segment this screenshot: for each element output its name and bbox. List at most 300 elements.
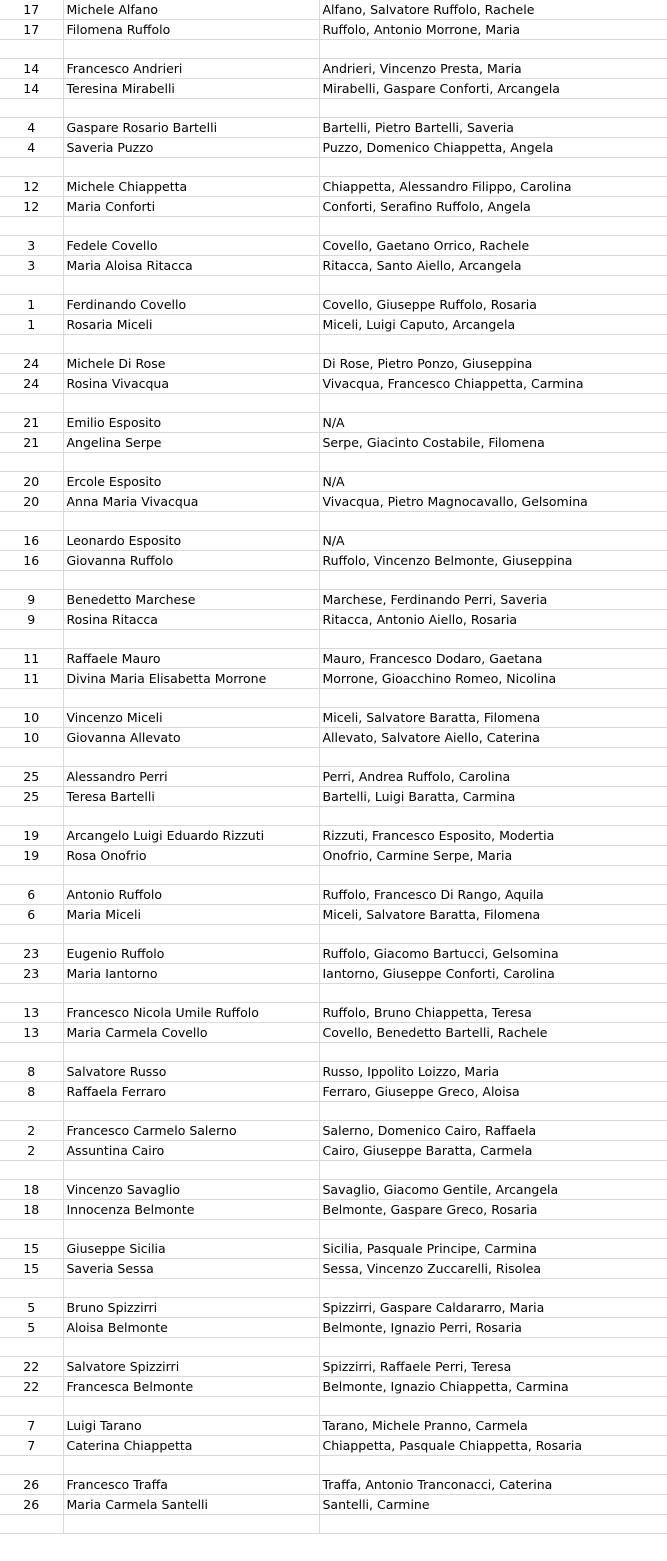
cell-parents[interactable]	[319, 1515, 667, 1534]
cell-number[interactable]	[0, 99, 63, 118]
spacer-row	[0, 1279, 667, 1298]
cell-parents[interactable]: Rizzuti, Francesco Esposito, Modertia	[319, 826, 667, 846]
cell-number[interactable]	[0, 1397, 63, 1416]
cell-name[interactable]: Maria Iantorno	[63, 964, 319, 984]
cell-parents[interactable]: Sessa, Vincenzo Zuccarelli, Risolea	[319, 1259, 667, 1279]
table-row	[0, 59, 667, 79]
cell-name[interactable]: Francesca Belmonte	[63, 1377, 319, 1397]
cell-parents[interactable]: N/A	[319, 531, 667, 551]
cell-name[interactable]: Maria Miceli	[63, 905, 319, 925]
cell-parents[interactable]: Mirabelli, Gaspare Conforti, Arcangela	[319, 79, 667, 99]
cell-name[interactable]: Angelina Serpe	[63, 433, 319, 453]
cell-name[interactable]	[63, 748, 319, 767]
table-row	[0, 767, 667, 787]
cell-parents[interactable]	[319, 394, 667, 413]
cell-number[interactable]	[0, 689, 63, 708]
cell-parents[interactable]	[319, 158, 667, 177]
cell-number[interactable]: 10	[0, 708, 63, 728]
cell-number[interactable]: 5	[0, 1318, 63, 1338]
cell-number[interactable]: 11	[0, 669, 63, 689]
cell-number[interactable]: 6	[0, 885, 63, 905]
cell-name[interactable]	[63, 335, 319, 354]
table-row	[0, 197, 667, 217]
cell-parents[interactable]: Conforti, Serafino Ruffolo, Angela	[319, 197, 667, 217]
cell-name[interactable]: Francesco Carmelo Salerno	[63, 1121, 319, 1141]
cell-parents[interactable]: Ritacca, Antonio Aiello, Rosaria	[319, 610, 667, 630]
cell-number[interactable]	[0, 1161, 63, 1180]
cell-parents[interactable]: Bartelli, Pietro Bartelli, Saveria	[319, 118, 667, 138]
cell-number[interactable]: 2	[0, 1121, 63, 1141]
cell-parents[interactable]: Di Rose, Pietro Ponzo, Giuseppina	[319, 354, 667, 374]
cell-number[interactable]: 3	[0, 256, 63, 276]
cell-number[interactable]	[0, 807, 63, 826]
spacer-row	[0, 1397, 667, 1416]
cell-name[interactable]	[63, 512, 319, 531]
cell-number[interactable]: 25	[0, 767, 63, 787]
cell-parents[interactable]	[319, 1220, 667, 1239]
cell-number[interactable]: 22	[0, 1377, 63, 1397]
cell-name[interactable]: Emilio Esposito	[63, 413, 319, 433]
cell-number[interactable]: 12	[0, 197, 63, 217]
cell-name[interactable]	[63, 1102, 319, 1121]
cell-number[interactable]: 23	[0, 964, 63, 984]
cell-parents[interactable]	[319, 689, 667, 708]
cell-name[interactable]: Francesco Traffa	[63, 1475, 319, 1495]
spacer-row	[0, 1161, 667, 1180]
cell-name[interactable]	[63, 689, 319, 708]
table-row	[0, 0, 667, 20]
cell-parents[interactable]: Ruffolo, Bruno Chiappetta, Teresa	[319, 1003, 667, 1023]
cell-number[interactable]	[0, 394, 63, 413]
cell-name[interactable]: Maria Conforti	[63, 197, 319, 217]
cell-parents[interactable]	[319, 1043, 667, 1062]
table-row	[0, 551, 667, 571]
table-row	[0, 1141, 667, 1161]
cell-number[interactable]: 6	[0, 905, 63, 925]
cell-parents[interactable]	[319, 1279, 667, 1298]
cell-name[interactable]: Francesco Nicola Umile Ruffolo	[63, 1003, 319, 1023]
cell-number[interactable]: 3	[0, 236, 63, 256]
cell-number[interactable]	[0, 1102, 63, 1121]
cell-name[interactable]	[63, 1043, 319, 1062]
cell-parents[interactable]	[319, 866, 667, 885]
cell-number[interactable]	[0, 1338, 63, 1357]
table-row	[0, 787, 667, 807]
spacer-row	[0, 217, 667, 236]
cell-number[interactable]: 25	[0, 787, 63, 807]
cell-name[interactable]: Gaspare Rosario Bartelli	[63, 118, 319, 138]
cell-parents[interactable]: Ritacca, Santo Aiello, Arcangela	[319, 256, 667, 276]
cell-name[interactable]	[63, 217, 319, 236]
table-row	[0, 1357, 667, 1377]
cell-parents[interactable]	[319, 335, 667, 354]
cell-name[interactable]: Benedetto Marchese	[63, 590, 319, 610]
cell-number[interactable]: 22	[0, 1357, 63, 1377]
cell-parents[interactable]	[319, 99, 667, 118]
cell-number[interactable]	[0, 984, 63, 1003]
cell-parents[interactable]: Miceli, Salvatore Baratta, Filomena	[319, 708, 667, 728]
table-row	[0, 669, 667, 689]
table-row	[0, 20, 667, 40]
cell-number[interactable]	[0, 1279, 63, 1298]
cell-parents[interactable]: Covello, Benedetto Bartelli, Rachele	[319, 1023, 667, 1043]
cell-number[interactable]: 7	[0, 1436, 63, 1456]
cell-parents[interactable]: Sicilia, Pasquale Principe, Carmina	[319, 1239, 667, 1259]
cell-number[interactable]	[0, 158, 63, 177]
cell-number[interactable]: 14	[0, 79, 63, 99]
spacer-row	[0, 335, 667, 354]
cell-number[interactable]: 1	[0, 315, 63, 335]
cell-name[interactable]: Leonardo Esposito	[63, 531, 319, 551]
table-row	[0, 1377, 667, 1397]
cell-parents[interactable]: Miceli, Luigi Caputo, Arcangela	[319, 315, 667, 335]
cell-name[interactable]	[63, 1515, 319, 1534]
cell-name[interactable]	[63, 984, 319, 1003]
spacer-row	[0, 866, 667, 885]
cell-name[interactable]	[63, 453, 319, 472]
cell-parents[interactable]: Traffa, Antonio Tranconacci, Caterina	[319, 1475, 667, 1495]
cell-name[interactable]: Salvatore Russo	[63, 1062, 319, 1082]
cell-name[interactable]	[63, 807, 319, 826]
cell-name[interactable]	[63, 99, 319, 118]
cell-parents[interactable]	[319, 571, 667, 590]
cell-name[interactable]: Assuntina Cairo	[63, 1141, 319, 1161]
cell-number[interactable]: 1	[0, 295, 63, 315]
cell-parents[interactable]: Marchese, Ferdinando Perri, Saveria	[319, 590, 667, 610]
table-row	[0, 492, 667, 512]
cell-name[interactable]	[63, 1279, 319, 1298]
table-row	[0, 79, 667, 99]
cell-parents[interactable]: Savaglio, Giacomo Gentile, Arcangela	[319, 1180, 667, 1200]
cell-parents[interactable]: Serpe, Giacinto Costabile, Filomena	[319, 433, 667, 453]
cell-name[interactable]: Rosa Onofrio	[63, 846, 319, 866]
cell-parents[interactable]: N/A	[319, 413, 667, 433]
cell-parents[interactable]: Belmonte, Gaspare Greco, Rosaria	[319, 1200, 667, 1220]
cell-name[interactable]	[63, 1338, 319, 1357]
cell-name[interactable]: Rosina Ritacca	[63, 610, 319, 630]
spacer-row	[0, 394, 667, 413]
cell-name[interactable]	[63, 1161, 319, 1180]
cell-name[interactable]: Saveria Sessa	[63, 1259, 319, 1279]
spacer-row	[0, 984, 667, 1003]
cell-number[interactable]: 12	[0, 177, 63, 197]
table-row	[0, 1475, 667, 1495]
cell-name[interactable]: Filomena Ruffolo	[63, 20, 319, 40]
cell-number[interactable]: 14	[0, 59, 63, 79]
cell-name[interactable]: Arcangelo Luigi Eduardo Rizzuti	[63, 826, 319, 846]
spacer-row	[0, 1338, 667, 1357]
table-row	[0, 1436, 667, 1456]
cell-number[interactable]: 2	[0, 1141, 63, 1161]
cell-number[interactable]	[0, 276, 63, 295]
cell-number[interactable]: 20	[0, 492, 63, 512]
cell-number[interactable]: 20	[0, 472, 63, 492]
cell-name[interactable]	[63, 1397, 319, 1416]
table-row	[0, 433, 667, 453]
cell-parents[interactable]: Morrone, Gioacchino Romeo, Nicolina	[319, 669, 667, 689]
cell-parents[interactable]: N/A	[319, 472, 667, 492]
table-row	[0, 826, 667, 846]
cell-name[interactable]: Alessandro Perri	[63, 767, 319, 787]
cell-number[interactable]: 19	[0, 826, 63, 846]
cell-parents[interactable]: Santelli, Carmine	[319, 1495, 667, 1515]
table-row	[0, 295, 667, 315]
cell-number[interactable]: 4	[0, 138, 63, 158]
table-row	[0, 1298, 667, 1318]
cell-parents[interactable]	[319, 453, 667, 472]
cell-parents[interactable]	[319, 1338, 667, 1357]
cell-number[interactable]	[0, 217, 63, 236]
cell-number[interactable]: 17	[0, 0, 63, 20]
table-row	[0, 708, 667, 728]
cell-parents[interactable]: Ruffolo, Francesco Di Rango, Aquila	[319, 885, 667, 905]
cell-name[interactable]	[63, 40, 319, 59]
cell-name[interactable]: Giuseppe Sicilia	[63, 1239, 319, 1259]
cell-number[interactable]	[0, 1220, 63, 1239]
cell-name[interactable]	[63, 394, 319, 413]
cell-parents[interactable]: Covello, Giuseppe Ruffolo, Rosaria	[319, 295, 667, 315]
cell-number[interactable]	[0, 866, 63, 885]
cell-name[interactable]: Maria Carmela Covello	[63, 1023, 319, 1043]
spacer-row	[0, 99, 667, 118]
cell-number[interactable]: 8	[0, 1082, 63, 1102]
cell-number[interactable]: 26	[0, 1495, 63, 1515]
spacer-row	[0, 158, 667, 177]
cell-name[interactable]: Bruno Spizzirri	[63, 1298, 319, 1318]
cell-name[interactable]: Raffaele Mauro	[63, 649, 319, 669]
spacer-row	[0, 40, 667, 59]
cell-number[interactable]: 19	[0, 846, 63, 866]
table-row	[0, 413, 667, 433]
cell-name[interactable]: Antonio Ruffolo	[63, 885, 319, 905]
cell-name[interactable]: Aloisa Belmonte	[63, 1318, 319, 1338]
cell-parents[interactable]: Russo, Ippolito Loizzo, Maria	[319, 1062, 667, 1082]
cell-name[interactable]: Teresina Mirabelli	[63, 79, 319, 99]
cell-parents[interactable]: Belmonte, Ignazio Chiappetta, Carmina	[319, 1377, 667, 1397]
cell-parents[interactable]	[319, 1456, 667, 1475]
cell-number[interactable]: 21	[0, 413, 63, 433]
cell-name[interactable]	[63, 630, 319, 649]
cell-parents[interactable]: Alfano, Salvatore Ruffolo, Rachele	[319, 0, 667, 20]
cell-name[interactable]: Raffaela Ferraro	[63, 1082, 319, 1102]
table-row	[0, 472, 667, 492]
cell-number[interactable]: 10	[0, 728, 63, 748]
table-row	[0, 1259, 667, 1279]
cell-number[interactable]: 24	[0, 374, 63, 394]
cell-name[interactable]: Michele Di Rose	[63, 354, 319, 374]
spacer-row	[0, 512, 667, 531]
cell-number[interactable]: 11	[0, 649, 63, 669]
table-row	[0, 1023, 667, 1043]
spacer-row	[0, 453, 667, 472]
cell-name[interactable]	[63, 925, 319, 944]
cell-parents[interactable]: Chiappetta, Pasquale Chiappetta, Rosaria	[319, 1436, 667, 1456]
cell-parents[interactable]	[319, 748, 667, 767]
cell-name[interactable]	[63, 866, 319, 885]
cell-name[interactable]: Innocenza Belmonte	[63, 1200, 319, 1220]
cell-name[interactable]: Francesco Andrieri	[63, 59, 319, 79]
cell-number[interactable]: 9	[0, 610, 63, 630]
cell-parents[interactable]	[319, 512, 667, 531]
cell-name[interactable]: Michele Chiappetta	[63, 177, 319, 197]
table-row	[0, 256, 667, 276]
cell-number[interactable]	[0, 335, 63, 354]
cell-number[interactable]: 24	[0, 354, 63, 374]
spacer-row	[0, 571, 667, 590]
cell-name[interactable]: Maria Aloisa Ritacca	[63, 256, 319, 276]
spacer-row	[0, 276, 667, 295]
cell-parents[interactable]: Andrieri, Vincenzo Presta, Maria	[319, 59, 667, 79]
cell-parents[interactable]: Spizzirri, Gaspare Caldararro, Maria	[319, 1298, 667, 1318]
cell-parents[interactable]	[319, 40, 667, 59]
cell-parents[interactable]: Ruffolo, Giacomo Bartucci, Gelsomina	[319, 944, 667, 964]
cell-number[interactable]	[0, 512, 63, 531]
cell-parents[interactable]: Vivacqua, Pietro Magnocavallo, Gelsomina	[319, 492, 667, 512]
table-row	[0, 1082, 667, 1102]
cell-parents[interactable]	[319, 925, 667, 944]
cell-number[interactable]: 26	[0, 1475, 63, 1495]
cell-parents[interactable]: Puzzo, Domenico Chiappetta, Angela	[319, 138, 667, 158]
table-row	[0, 315, 667, 335]
cell-number[interactable]	[0, 453, 63, 472]
cell-number[interactable]	[0, 40, 63, 59]
cell-name[interactable]	[63, 158, 319, 177]
cell-parents[interactable]: Ruffolo, Antonio Morrone, Maria	[319, 20, 667, 40]
cell-parents[interactable]: Vivacqua, Francesco Chiappetta, Carmina	[319, 374, 667, 394]
cell-name[interactable]: Salvatore Spizzirri	[63, 1357, 319, 1377]
cell-name[interactable]: Rosaria Miceli	[63, 315, 319, 335]
cell-name[interactable]	[63, 571, 319, 590]
cell-parents[interactable]: Salerno, Domenico Cairo, Raffaela	[319, 1121, 667, 1141]
cell-parents[interactable]: Chiappetta, Alessandro Filippo, Carolina	[319, 177, 667, 197]
cell-parents[interactable]: Ferraro, Giuseppe Greco, Aloisa	[319, 1082, 667, 1102]
table-row	[0, 138, 667, 158]
table-row	[0, 944, 667, 964]
table-row	[0, 885, 667, 905]
cell-parents[interactable]	[319, 1161, 667, 1180]
cell-parents[interactable]: Spizzirri, Raffaele Perri, Teresa	[319, 1357, 667, 1377]
cell-parents[interactable]: Miceli, Salvatore Baratta, Filomena	[319, 905, 667, 925]
cell-number[interactable]	[0, 1456, 63, 1475]
cell-number[interactable]: 5	[0, 1298, 63, 1318]
cell-number[interactable]: 18	[0, 1200, 63, 1220]
cell-parents[interactable]: Covello, Gaetano Orrico, Rachele	[319, 236, 667, 256]
cell-name[interactable]: Ercole Esposito	[63, 472, 319, 492]
table-row	[0, 1318, 667, 1338]
cell-name[interactable]	[63, 276, 319, 295]
spacer-row	[0, 630, 667, 649]
cell-parents[interactable]: Tarano, Michele Pranno, Carmela	[319, 1416, 667, 1436]
cell-parents[interactable]	[319, 630, 667, 649]
cell-name[interactable]: Teresa Bartelli	[63, 787, 319, 807]
cell-name[interactable]: Vincenzo Savaglio	[63, 1180, 319, 1200]
cell-name[interactable]	[63, 1220, 319, 1239]
cell-parents[interactable]	[319, 984, 667, 1003]
cell-parents[interactable]: Iantorno, Giuseppe Conforti, Carolina	[319, 964, 667, 984]
cell-number[interactable]	[0, 748, 63, 767]
spacer-row	[0, 1220, 667, 1239]
cell-parents[interactable]: Cairo, Giuseppe Baratta, Carmela	[319, 1141, 667, 1161]
cell-parents[interactable]: Mauro, Francesco Dodaro, Gaetana	[319, 649, 667, 669]
table-row	[0, 1416, 667, 1436]
cell-number[interactable]: 8	[0, 1062, 63, 1082]
cell-number[interactable]: 7	[0, 1416, 63, 1436]
cell-parents[interactable]	[319, 1102, 667, 1121]
cell-name[interactable]: Fedele Covello	[63, 236, 319, 256]
cell-number[interactable]: 15	[0, 1239, 63, 1259]
cell-number[interactable]: 15	[0, 1259, 63, 1279]
cell-parents[interactable]: Onofrio, Carmine Serpe, Maria	[319, 846, 667, 866]
cell-number[interactable]: 21	[0, 433, 63, 453]
cell-name[interactable]: Giovanna Ruffolo	[63, 551, 319, 571]
table-row	[0, 354, 667, 374]
table-row	[0, 531, 667, 551]
cell-number[interactable]: 9	[0, 590, 63, 610]
cell-number[interactable]: 13	[0, 1003, 63, 1023]
cell-name[interactable]: Divina Maria Elisabetta Morrone	[63, 669, 319, 689]
cell-number[interactable]: 16	[0, 531, 63, 551]
cell-parents[interactable]: Perri, Andrea Ruffolo, Carolina	[319, 767, 667, 787]
cell-name[interactable]: Michele Alfano	[63, 0, 319, 20]
cell-parents[interactable]	[319, 1397, 667, 1416]
cell-name[interactable]: Saveria Puzzo	[63, 138, 319, 158]
cell-number[interactable]: 18	[0, 1180, 63, 1200]
table-row	[0, 728, 667, 748]
spacer-row	[0, 1043, 667, 1062]
cell-parents[interactable]: Allevato, Salvatore Aiello, Caterina	[319, 728, 667, 748]
cell-name[interactable]: Eugenio Ruffolo	[63, 944, 319, 964]
table-row	[0, 118, 667, 138]
cell-parents[interactable]	[319, 276, 667, 295]
cell-name[interactable]: Maria Carmela Santelli	[63, 1495, 319, 1515]
cell-name[interactable]: Luigi Tarano	[63, 1416, 319, 1436]
cell-parents[interactable]: Bartelli, Luigi Baratta, Carmina	[319, 787, 667, 807]
cell-name[interactable]: Vincenzo Miceli	[63, 708, 319, 728]
cell-name[interactable]: Ferdinando Covello	[63, 295, 319, 315]
table-row	[0, 649, 667, 669]
cell-number[interactable]: 17	[0, 20, 63, 40]
spacer-row	[0, 748, 667, 767]
table-row	[0, 1200, 667, 1220]
cell-parents[interactable]	[319, 807, 667, 826]
cell-number[interactable]: 23	[0, 944, 63, 964]
table-row	[0, 1121, 667, 1141]
spacer-row	[0, 807, 667, 826]
cell-number[interactable]	[0, 1515, 63, 1534]
spacer-row	[0, 1515, 667, 1534]
cell-parents[interactable]: Ruffolo, Vincenzo Belmonte, Giuseppina	[319, 551, 667, 571]
cell-name[interactable]: Anna Maria Vivacqua	[63, 492, 319, 512]
cell-number[interactable]	[0, 1043, 63, 1062]
table-row	[0, 1239, 667, 1259]
cell-parents[interactable]: Belmonte, Ignazio Perri, Rosaria	[319, 1318, 667, 1338]
cell-number[interactable]	[0, 571, 63, 590]
cell-number[interactable]: 13	[0, 1023, 63, 1043]
cell-name[interactable]: Giovanna Allevato	[63, 728, 319, 748]
table-row	[0, 236, 667, 256]
cell-name[interactable]	[63, 1456, 319, 1475]
cell-name[interactable]: Caterina Chiappetta	[63, 1436, 319, 1456]
cell-name[interactable]: Rosina Vivacqua	[63, 374, 319, 394]
cell-parents[interactable]	[319, 217, 667, 236]
cell-number[interactable]	[0, 630, 63, 649]
cell-number[interactable]: 4	[0, 118, 63, 138]
cell-number[interactable]	[0, 925, 63, 944]
table-row	[0, 846, 667, 866]
spacer-row	[0, 689, 667, 708]
table-row	[0, 374, 667, 394]
cell-number[interactable]: 16	[0, 551, 63, 571]
